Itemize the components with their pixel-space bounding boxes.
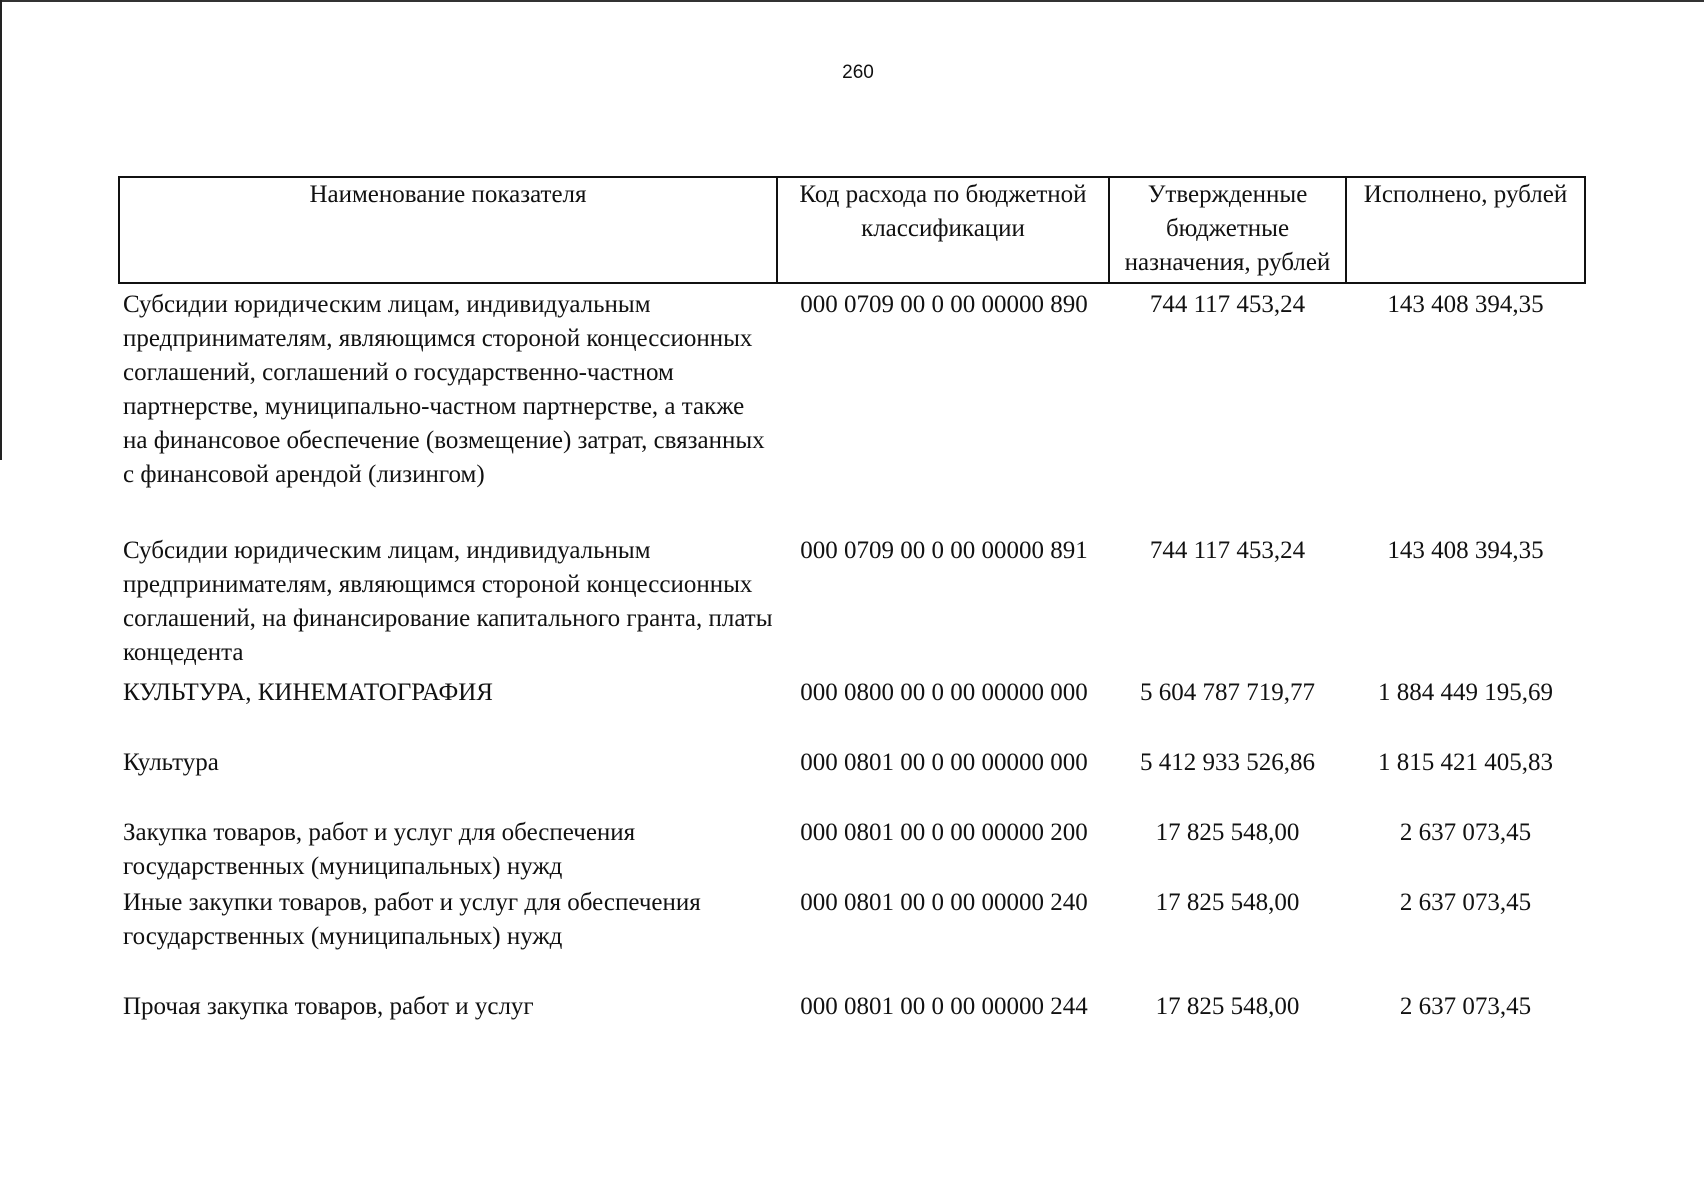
table-header-row — [119, 177, 1585, 283]
row-executed: 1 884 449 195,69 — [1378, 679, 1553, 706]
table-row — [119, 990, 1585, 1050]
header-approved-budget: Утвержденные бюджетные назначения, рублей — [1109, 177, 1346, 283]
table-row — [119, 746, 1585, 816]
row-approved-budget: 744 117 453,24 — [1149, 291, 1306, 318]
header-executed: Исполнено, рублей — [1346, 177, 1585, 283]
scan-top-edge — [0, 0, 1704, 2]
row-approved-budget: 744 117 453,24 — [1149, 537, 1306, 564]
table-row — [119, 816, 1585, 886]
row-expense-code: 000 0801 00 0 00 00000 200 — [800, 819, 1088, 846]
row-expense-code: 000 0801 00 0 00 00000 244 — [800, 993, 1088, 1020]
row-expense-code: 000 0709 00 0 00 00000 891 — [800, 537, 1088, 564]
budget-table-container — [118, 176, 1584, 1050]
row-expense-code: 000 0709 00 0 00 00000 890 — [800, 291, 1088, 318]
page-number: 260 — [842, 62, 874, 83]
row-expense-code: 000 0801 00 0 00 00000 240 — [800, 889, 1088, 916]
row-executed: 2 637 073,45 — [1399, 889, 1532, 916]
budget-execution-table — [118, 176, 1586, 1050]
table-row — [119, 534, 1585, 676]
row-approved-budget: 5 604 787 719,77 — [1140, 679, 1315, 706]
row-expense-code: 000 0801 00 0 00 00000 000 — [800, 749, 1088, 776]
row-indicator-name: КУЛЬТУРА, КИНЕМАТОГРАФИЯ — [123, 679, 493, 706]
row-executed: 2 637 073,45 — [1399, 993, 1532, 1020]
row-expense-code: 000 0800 00 0 00 00000 000 — [800, 679, 1088, 706]
row-indicator-name: Субсидии юридическим лицам, индивидуальным предпринимателям, являющимся стороной концессионных соглашений, соглашений о государственно-частном партнерстве, муниципально-частном партнерстве, а также на финансовое обеспечение (возмещение) затрат, связанных с финансовой арендой (лизингом) — [123, 291, 765, 488]
row-approved-budget: 5 412 933 526,86 — [1140, 749, 1315, 776]
row-indicator-name: Прочая закупка товаров, работ и услуг — [123, 993, 534, 1020]
table-row — [119, 676, 1585, 746]
header-expense-code: Код расхода по бюджетной классификации — [777, 177, 1109, 283]
table-row — [119, 283, 1585, 534]
header-indicator-name: Наименование показателя — [119, 177, 777, 283]
table-row — [119, 886, 1585, 990]
row-executed: 143 408 394,35 — [1387, 537, 1544, 564]
row-indicator-name: Иные закупки товаров, работ и услуг для обеспечения государственных (муниципальных) нужд — [123, 889, 701, 950]
row-executed: 1 815 421 405,83 — [1378, 749, 1553, 776]
row-approved-budget: 17 825 548,00 — [1155, 889, 1300, 916]
row-indicator-name: Закупка товаров, работ и услуг для обеспечения государственных (муниципальных) нужд — [123, 819, 636, 880]
row-executed: 2 637 073,45 — [1399, 819, 1532, 846]
row-indicator-name: Культура — [123, 749, 219, 776]
row-indicator-name: Субсидии юридическим лицам, индивидуальным предпринимателям, являющимся стороной концессионных соглашений, на финансирование капитального гранта, платы концедента — [123, 537, 773, 666]
row-approved-budget: 17 825 548,00 — [1155, 993, 1300, 1020]
row-approved-budget: 17 825 548,00 — [1155, 819, 1300, 846]
row-executed: 143 408 394,35 — [1387, 291, 1544, 318]
